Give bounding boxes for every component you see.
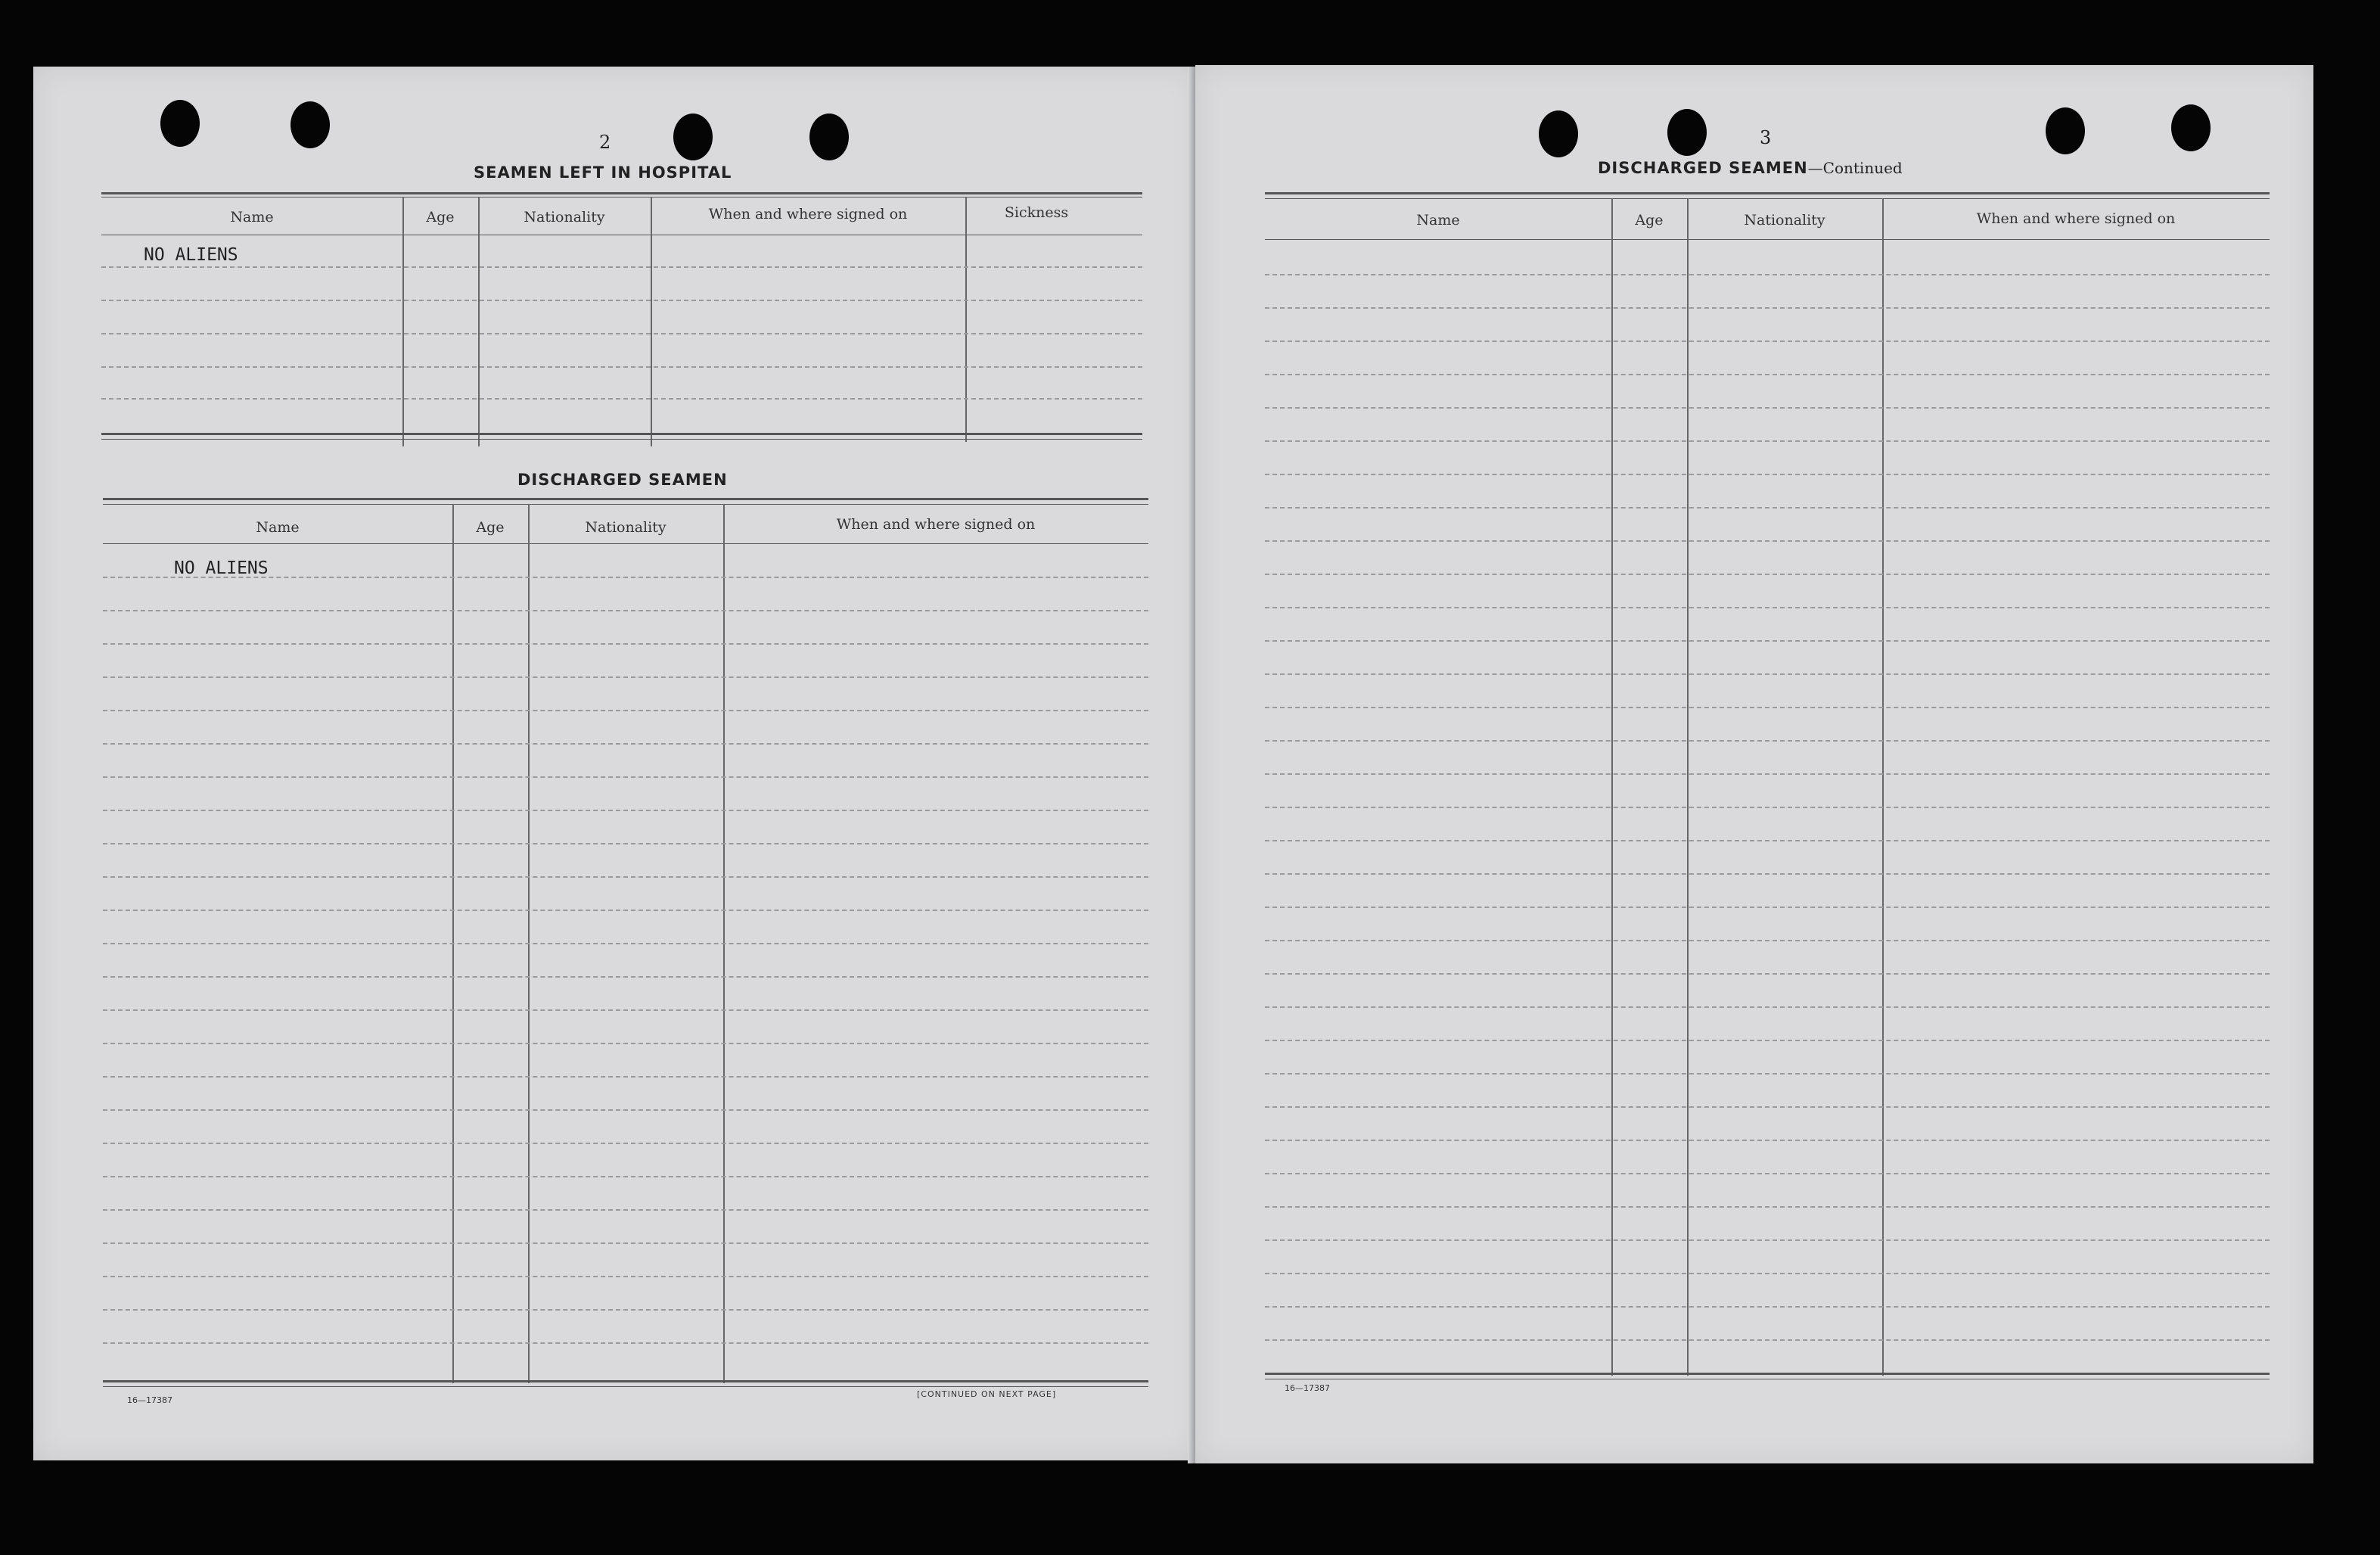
punch-hole <box>291 101 330 148</box>
row-rule <box>103 710 1148 711</box>
column-header-signed-on: When and where signed on <box>708 206 908 222</box>
column-header-name: Name <box>230 209 274 225</box>
row-rule <box>1265 341 2270 342</box>
row-rule <box>1265 673 2270 675</box>
row-rule <box>1265 873 2270 875</box>
row-rule <box>1265 574 2270 575</box>
row-rule <box>103 876 1148 878</box>
row-rule <box>1265 773 2270 775</box>
row-rule <box>103 610 1148 611</box>
page-number: 3 <box>1760 127 1772 148</box>
row-rule <box>103 1143 1148 1144</box>
page-number: 2 <box>599 132 611 153</box>
column-header-signed-on: When and where signed on <box>1976 210 2176 227</box>
row-rule <box>1265 640 2270 642</box>
row-rule <box>103 643 1148 645</box>
form-number: 16—17387 <box>1285 1383 1330 1393</box>
row-rule <box>103 943 1148 944</box>
row-rule <box>103 1109 1148 1111</box>
column-header-name: Name <box>1416 212 1460 229</box>
row-rule <box>103 1209 1148 1211</box>
column-header-nationality: Nationality <box>1744 212 1825 229</box>
row-rule <box>1265 973 2270 975</box>
discharged-continued-table <box>1265 192 2270 1382</box>
row-rule <box>103 776 1148 778</box>
punch-hole <box>673 114 713 160</box>
row-rule <box>103 910 1148 911</box>
row-rule <box>1265 1239 2270 1241</box>
row-rule <box>1265 1140 2270 1141</box>
row-rule <box>1265 1073 2270 1075</box>
row-rule <box>103 1309 1148 1311</box>
row-rule <box>1265 474 2270 475</box>
column-header-nationality: Nationality <box>524 209 605 225</box>
punch-hole <box>1539 110 1578 157</box>
row-rule <box>1265 407 2270 409</box>
punch-hole <box>160 100 200 147</box>
row-rule <box>1265 1173 2270 1174</box>
row-rule <box>1265 1106 2270 1108</box>
row-rule <box>103 1276 1148 1277</box>
right-page <box>1195 65 2313 1463</box>
entry-no-aliens: NO ALIENS <box>144 245 238 265</box>
row-rule <box>1265 840 2270 841</box>
row-rule <box>103 1043 1148 1044</box>
row-rule <box>103 1076 1148 1078</box>
row-rule <box>1265 740 2270 742</box>
row-rule <box>1265 507 2270 508</box>
hospital-table <box>101 192 1142 451</box>
row-rule <box>103 1342 1148 1344</box>
row-rule <box>1265 707 2270 708</box>
row-rule <box>1265 1339 2270 1341</box>
row-rule <box>1265 1273 2270 1274</box>
punch-hole <box>2046 107 2085 154</box>
section-title-discharged-continued: DISCHARGED SEAMEN—Continued <box>1598 159 1903 177</box>
row-rule <box>1265 1206 2270 1208</box>
column-header-signed-on: When and where signed on <box>836 516 1036 533</box>
row-rule <box>103 1009 1148 1011</box>
row-rule <box>1265 607 2270 608</box>
row-rule <box>103 843 1148 844</box>
column-header-age: Age <box>426 209 455 225</box>
column-header-sickness: Sickness <box>1004 204 1069 221</box>
discharged-table <box>103 498 1148 1392</box>
column-header-age: Age <box>1635 212 1664 229</box>
column-header-age: Age <box>476 519 505 536</box>
punch-hole <box>809 114 849 160</box>
continued-note: [CONTINUED ON NEXT PAGE] <box>917 1389 1057 1399</box>
row-rule <box>1265 1040 2270 1041</box>
row-rule <box>1265 374 2270 375</box>
row-rule <box>1265 940 2270 941</box>
row-rule <box>103 1242 1148 1244</box>
section-title-hospital: SEAMEN LEFT IN HOSPITAL <box>474 163 732 182</box>
row-rule <box>1265 907 2270 908</box>
row-rule <box>1265 807 2270 808</box>
row-rule <box>103 743 1148 745</box>
row-rule <box>1265 540 2270 542</box>
row-rule <box>1265 307 2270 309</box>
row-rule <box>1265 274 2270 275</box>
punch-hole <box>2171 104 2211 151</box>
left-page <box>33 67 1198 1460</box>
row-rule <box>1265 1006 2270 1008</box>
punch-hole <box>1667 109 1707 156</box>
section-title-discharged: DISCHARGED SEAMEN <box>517 471 728 489</box>
row-rule <box>1265 440 2270 442</box>
form-number: 16—17387 <box>127 1395 172 1405</box>
column-header-name: Name <box>256 519 300 536</box>
row-rule <box>103 1176 1148 1177</box>
entry-no-aliens: NO ALIENS <box>174 558 269 578</box>
row-rule <box>103 976 1148 978</box>
row-rule <box>103 810 1148 811</box>
column-header-nationality: Nationality <box>585 519 666 536</box>
row-rule <box>103 676 1148 678</box>
row-rule <box>1265 1306 2270 1308</box>
